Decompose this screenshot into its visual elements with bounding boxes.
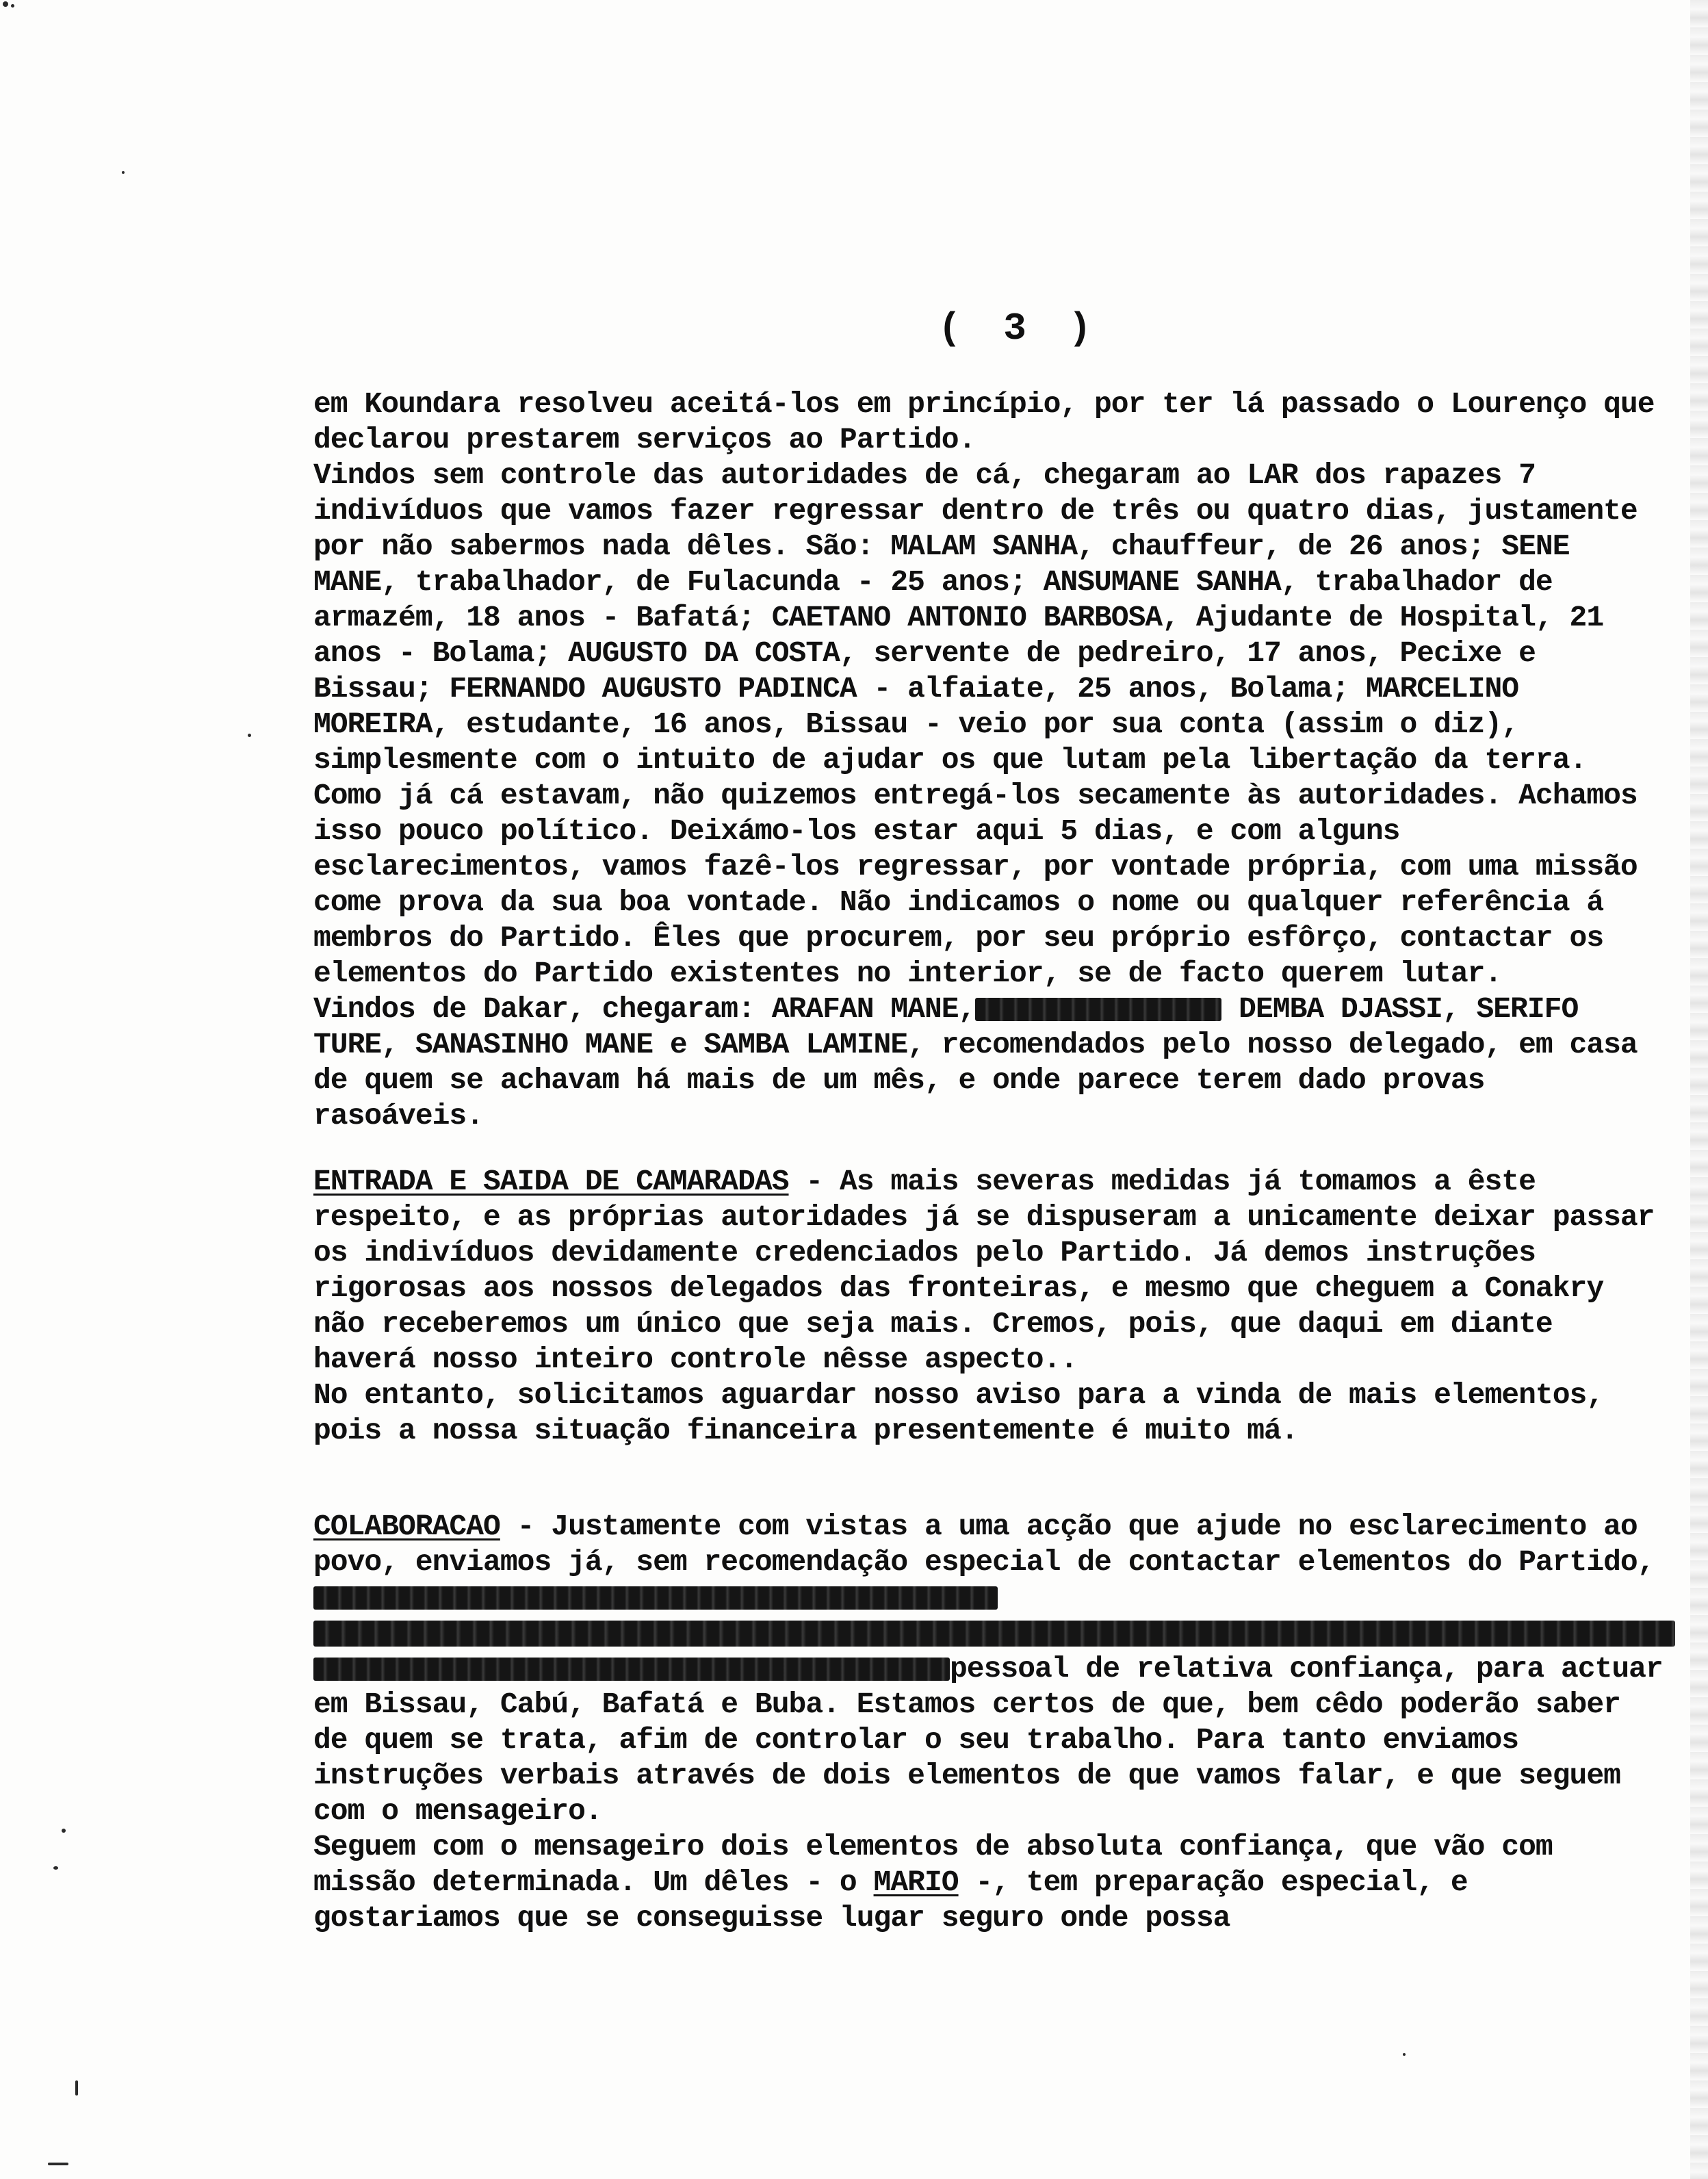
redaction-bar bbox=[313, 1621, 1675, 1647]
paragraph-arrivals-lar: Vindos sem controle das autoridades de cá, chegaram ao LAR dos rapazes 7 indivíduos que vamos fazer regressar dentro de três ou quatro dias, justamente por não sabermos nada dêles. São: MALAM SANHA, chauffeur, de 26 anos; SENE MANE, trabalhador, de Fulacunda - 25 anos; ANSUMANE SANHA, trabalhador de armazém, 18 anos - Bafatá; CAETANO ANTONIO BARBOSA, Ajudante de Hospital, 21 anos - Bolama; AUGUSTO DA COSTA, servente de pedreiro, 17 anos, Pecixe e Bissau; FERNANDO AUGUSTO PADINCA - alfaiate, 25 anos, Bolama; MARCELINO MOREIRA, estudante, 16 anos, Bissau - veio por sua conta (assim o diz), simplesmente com o intuito de ajudar os que lutam pela libertação da terra. bbox=[313, 459, 1638, 777]
scan-speck bbox=[53, 1866, 58, 1870]
dakar-lead-text: Vindos de Dakar, chegaram: ARAFAN MANE, bbox=[313, 992, 976, 1026]
scan-speck bbox=[248, 734, 251, 737]
messenger-text: Seguem com o mensageiro dois elementos de absoluta confiança, que vão com missão determinada. Um dêles - o bbox=[313, 1830, 1553, 1899]
section-heading-colaboracao: COLABORACAO bbox=[313, 1510, 500, 1543]
page-number: ( 3 ) bbox=[937, 307, 1102, 350]
redaction-bar bbox=[313, 1586, 998, 1610]
dakar-rest-text: DEMBA DJASSI, SERIFO TURE, SANASINHO MANE e SAMBA LAMINE, recomendados pelo nosso delegado, em casa de quem se achavam há mais de um mês, e onde parece terem dado provas rasoáveis. bbox=[313, 992, 1638, 1133]
name-mario: MARIO bbox=[873, 1866, 959, 1899]
section-heading-entrada: ENTRADA E SAIDA DE CAMARADAS bbox=[313, 1165, 789, 1198]
colaboracao-text-after: pessoal de relativa confiança, para actuar em Bissau, Cabú, Bafatá e Buba. Estamos certos de que, bem cêdo poderão saber de quem se trata, afim de controlar o seu trabalho. Para tanto enviamos instruções verbais através de dois elementos de que vamos falar, e que seguem com o mensageiro. bbox=[313, 1652, 1663, 1828]
scan-speck bbox=[1403, 2053, 1406, 2056]
paragraph-financial-situation: No entanto, solicitamos aguardar nosso aviso para a vinda de mais elementos, pois a nossa situação financeira presentemente é muito má. bbox=[313, 1378, 1604, 1447]
colaboracao-text-before: - Justamente com vistas a uma acção que ajude no esclarecimento ao povo, enviamos já, sem recomendação especial de contactar elementos do Partido, bbox=[313, 1510, 1655, 1579]
scan-speck bbox=[122, 171, 125, 174]
scan-speck bbox=[62, 1829, 66, 1833]
paragraph-dakar bbox=[313, 992, 1668, 1134]
scan-speck bbox=[11, 4, 14, 8]
scan-speck bbox=[48, 2163, 68, 2165]
section-entrada-saida bbox=[313, 1164, 1668, 1378]
scan-page-edge bbox=[1690, 0, 1708, 2179]
paragraph-gap bbox=[313, 1134, 1668, 1164]
paragraph-messenger bbox=[313, 1829, 1668, 1936]
redaction-bar bbox=[975, 998, 1221, 1021]
paragraph-gap bbox=[313, 1449, 1668, 1479]
scan-speck bbox=[3, 1, 8, 7]
paragraph-return-mission: Como já cá estavam, não quizemos entregá-los secamente às autoridades. Achamos isso pouco político. Deixámo-los estar aqui 5 dias, e com alguns esclarecimentos, vamos fazê-los regressar, por vontade própria, com uma missão come prova da sua boa vontade. Não indicamos o nome ou qualquer referência á membros do Partido. Êles que procurem, por seu próprio esfôrço, contactar os elementos do Partido existentes no interior, se de facto querem lutar. bbox=[313, 779, 1638, 990]
scan-speck bbox=[75, 2080, 78, 2096]
section-entrada-text: - As mais severas medidas já tomamos a êste respeito, e as próprias autoridades já se dispuseram a unicamente deixar passar os indivíduos devidamente credenciados pelo Partido. Já demos instruções rigorosas aos nossos delegados das fronteiras, e mesmo que cheguem a Conakry não receberemos um único que seja mais. Cremos, pois, que daqui em diante haverá nosso inteiro controle nêsse aspecto.. bbox=[313, 1165, 1655, 1376]
document-body bbox=[313, 387, 1668, 1936]
messenger-text-end: -, tem preparação especial, e gostariamos que se conseguisse lugar seguro onde possa bbox=[313, 1866, 1468, 1935]
section-colaboracao bbox=[313, 1509, 1668, 1829]
paragraph-gap bbox=[313, 1479, 1668, 1509]
redaction-bar bbox=[313, 1658, 950, 1681]
paragraph-koundara: em Koundara resolveu aceitá-los em princípio, por ter lá passado o Lourenço que declarou prestarem serviços ao Partido. bbox=[313, 387, 1655, 456]
